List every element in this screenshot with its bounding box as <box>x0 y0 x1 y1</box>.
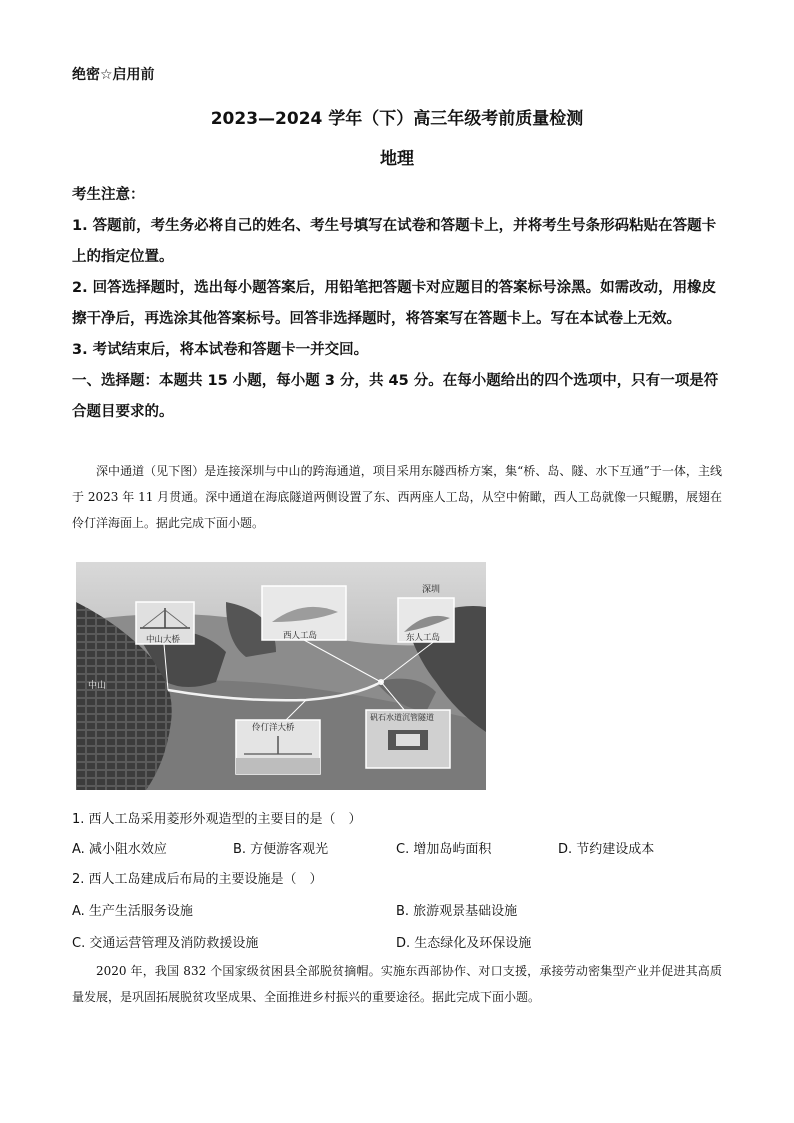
notes-block <box>72 180 722 428</box>
label-zhongshan-bridge: 中山大桥 <box>146 635 181 645</box>
label-east-island: 东人工岛 <box>406 633 441 643</box>
q2-option-d[interactable]: D. 生态绿化及环保设施 <box>396 936 532 951</box>
passage-poverty: 2020 年，我国 832 个国家级贫困县全部脱贫摘帽。实施东西部协作、对口支援，承接劳动密集型产业并促进其高质量发展，是巩固拓展脱贫攻坚成果、全面推进乡村振兴的重要途径。据此完成下面小题。 <box>72 964 722 1004</box>
exam-title: 2023—2024 学年（下）高三年级考前质量检测 <box>210 109 584 129</box>
q2-option-b[interactable]: B. 旅游观景基础设施 <box>396 904 518 919</box>
q1-option-c[interactable]: C. 增加岛屿面积 <box>396 842 492 857</box>
shenzhong-channel-figure <box>76 562 486 790</box>
q2-option-c[interactable]: C. 交通运营管理及消防救援设施 <box>72 936 259 951</box>
note-item-2: 2. 回答选择题时，选出每小题答案后，用铅笔把答题卡对应题目的答案标号涂黑。如需改动，用橡皮擦干净后，再选涂其他答案标号。回答非选择题时，将答案写在答题卡上。写在本试卷上无效。 <box>72 280 717 327</box>
q1-option-b[interactable]: B. 方便游客观光 <box>233 842 329 857</box>
question-2-stem: 2. 西人工岛建成后布局的主要设施是（ ） <box>72 872 323 887</box>
note-item-3: 3. 考试结束后，将本试卷和答题卡一并交回。 <box>72 342 369 358</box>
q1-option-a[interactable]: A. 减小阻水效应 <box>72 842 167 857</box>
q1-option-d[interactable]: D. 节约建设成本 <box>558 842 655 857</box>
label-west-island: 西人工岛 <box>283 631 318 641</box>
notes-heading: 考生注意： <box>72 187 145 203</box>
label-zhongshan: 中山 <box>88 681 107 691</box>
note-item-1: 1. 答题前，考生务必将自己的姓名、考生号填写在试卷和答题卡上，并将考生号条形码粘贴在答题卡上的指定位置。 <box>72 218 717 265</box>
label-tunnel: 矾石水道沉管隧道 <box>370 713 434 722</box>
label-shenzhen: 深圳 <box>422 585 441 595</box>
q2-option-a[interactable]: A. 生产生活服务设施 <box>72 904 193 919</box>
label-lingding-bridge: 伶仃洋大桥 <box>252 723 295 733</box>
question-1-stem: 1. 西人工岛采用菱形外观造型的主要目的是（ ） <box>72 812 362 827</box>
confidential-mark: 绝密☆启用前 <box>72 67 155 83</box>
subject-title: 地理 <box>380 149 414 169</box>
passage-shenzhong: 深中通道（见下图）是连接深圳与中山的跨海通道，项目采用东隧西桥方案，集“桥、岛、隧、水下互通”于一体，主线于 2023 年 11 月贯通。深中通道在海底隧道两侧设置了东、西两座人工岛，从空中俯瞰，西人工岛就像一只鲲鹏，展翅在伶仃洋海面上。据此完成下面小题。 <box>72 464 722 530</box>
section-heading: 一、选择题：本题共 15 小题，每小题 3 分，共 45 分。在每小题给出的四个选项中，只有一项是符合题目要求的。 <box>72 373 719 420</box>
figure-photo-illustration <box>76 562 486 790</box>
